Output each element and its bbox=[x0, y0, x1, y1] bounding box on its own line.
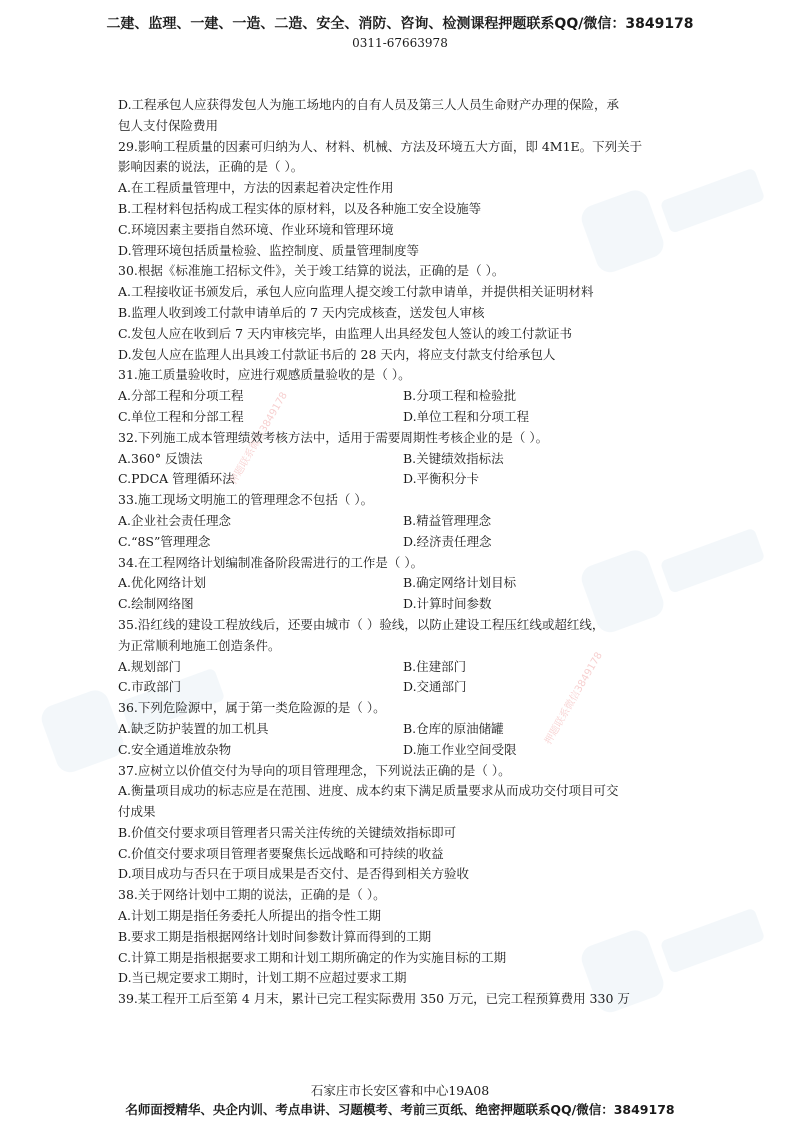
option-text: C.安全通道堆放杂物 bbox=[118, 741, 232, 757]
watermark-text: 押题联系微信3849178 bbox=[543, 650, 605, 747]
question-content bbox=[118, 95, 688, 1010]
text-line: C.计算工期是指根据要求工期和计划工期所确定的作为实施目标的工期 bbox=[118, 949, 507, 965]
option-text: A.360° 反馈法 bbox=[118, 450, 203, 466]
option-text: A.缺乏防护装置的加工机具 bbox=[118, 720, 269, 736]
text-line: D.当已规定要求工期时，计划工期不应超过要求工期 bbox=[118, 970, 407, 986]
option-pair bbox=[118, 573, 688, 594]
text-line: A.工程接收证书颁发后，承包人应向监理人提交竣工付款申请单，并提供相关证明材料 bbox=[118, 284, 594, 300]
option-text: C.绘制网络图 bbox=[118, 596, 194, 612]
option-pair bbox=[118, 740, 688, 761]
option-text: A.优化网络计划 bbox=[118, 575, 207, 591]
text-line: 29.影响工程质量的因素可归纳为人、材料、机械、方法及环境五大方面，即 4M1E。下列关于 bbox=[118, 138, 643, 154]
option-text: D.计算时间参数 bbox=[403, 596, 492, 612]
header-title: 二建、监理、一建、一造、二造、安全、消防、咨询、检测课程押题联系QQ/微信：3849178 bbox=[106, 16, 694, 32]
text-line: C.价值交付要求项目管理者要聚焦长远战略和可持续的收益 bbox=[118, 845, 444, 861]
text-line: 31.施工质量验收时，应进行观感质量验收的是（ ）。 bbox=[118, 367, 411, 383]
text-line: 付成果 bbox=[118, 804, 156, 820]
option-pair bbox=[118, 449, 688, 470]
option-pair bbox=[118, 677, 688, 698]
option-text: C.市政部门 bbox=[118, 679, 182, 695]
option-pair bbox=[118, 386, 688, 407]
option-pair bbox=[118, 657, 688, 678]
option-text: B.分项工程和检验批 bbox=[403, 388, 517, 404]
text-line: C.环境因素主要指自然环境、作业环境和管理环境 bbox=[118, 221, 394, 237]
text-line: C.发包人应在收到后 7 天内审核完毕，由监理人出具经发包人签认的竣工付款证书 bbox=[118, 325, 572, 341]
text-line: B.工程材料包括构成工程实体的原材料，以及各种施工安全设施等 bbox=[118, 200, 482, 216]
option-text: D.施工作业空间受限 bbox=[403, 741, 517, 757]
watermark-text: 押题联系微信3849178 bbox=[228, 390, 290, 487]
text-line: 35.沿红线的建设工程放线后，还要由城市（ ）验线，以防止建设工程压红线或超红线， bbox=[118, 616, 605, 632]
option-text: B.住建部门 bbox=[403, 658, 467, 674]
option-text: A.分部工程和分项工程 bbox=[118, 388, 244, 404]
text-line: 36.下列危险源中，属于第一类危险源的是（ ）。 bbox=[118, 700, 386, 716]
text-line: 30.根据《标准施工招标文件》，关于竣工结算的说法，正确的是（ ）。 bbox=[118, 263, 505, 279]
option-text: C.“8S”管理理念 bbox=[118, 533, 211, 549]
text-line: A.计划工期是指任务委托人所提出的指令性工期 bbox=[118, 908, 382, 924]
option-text: B.精益管理理念 bbox=[403, 512, 492, 528]
text-line: D.项目成功与否只在于项目成果是否交付、是否得到相关方验收 bbox=[118, 866, 470, 882]
option-text: A.企业社会责任理念 bbox=[118, 512, 232, 528]
page-footer bbox=[0, 1082, 800, 1120]
text-line: 32.下列施工成本管理绩效考核方法中，适用于需要周期性考核企业的是（ ）。 bbox=[118, 429, 549, 445]
option-pair bbox=[118, 511, 688, 532]
option-pair bbox=[118, 532, 688, 553]
option-text: B.关键绩效指标法 bbox=[403, 450, 504, 466]
text-line: 为正常顺利地施工创造条件。 bbox=[118, 637, 281, 653]
text-line: 37.应树立以价值交付为导向的项目管理理念，下列说法正确的是（ ）。 bbox=[118, 762, 511, 778]
text-line: D.发包人应在监理人出具竣工付款证书后的 28 天内，将应支付款支付给承包人 bbox=[118, 346, 556, 362]
option-text: B.确定网络计划目标 bbox=[403, 575, 517, 591]
text-line: B.监理人收到竣工付款申请单后的 7 天内完成核查，送发包人审核 bbox=[118, 304, 485, 320]
text-line: 34.在工程网络计划编制准备阶段需进行的工作是（ ）。 bbox=[118, 554, 424, 570]
option-text: D.平衡积分卡 bbox=[403, 471, 480, 487]
text-line: 包人支付保险费用 bbox=[118, 117, 219, 133]
option-pair bbox=[118, 469, 688, 490]
page-header bbox=[0, 14, 800, 52]
header-phone: 0311-67663978 bbox=[352, 36, 448, 50]
text-line: A.在工程质量管理中，方法的因素起着决定性作用 bbox=[118, 180, 394, 196]
option-pair bbox=[118, 594, 688, 615]
footer-slogan: 名师面授精华、央企内训、考点串讲、习题模考、考前三页纸、绝密押题联系QQ/微信：3849178 bbox=[125, 1102, 675, 1117]
text-line: 影响因素的说法，正确的是（ ）。 bbox=[118, 159, 304, 175]
option-text: A.规划部门 bbox=[118, 658, 182, 674]
option-text: C.PDCA 管理循环法 bbox=[118, 471, 235, 487]
option-text: D.经济责任理念 bbox=[403, 533, 492, 549]
text-line: 39.某工程开工后至第 4 月末，累计已完工程实际费用 350 万元，已完工程预算费用 330 万 bbox=[118, 991, 630, 1007]
text-line: 38.关于网络计划中工期的说法，正确的是（ ）。 bbox=[118, 887, 386, 903]
text-line: A.衡量项目成功的标志应是在范围、进度、成本约束下满足质量要求从而成功交付项目可交 bbox=[118, 783, 619, 799]
text-line: B.要求工期是指根据网络计划时间参数计算而得到的工期 bbox=[118, 928, 432, 944]
option-text: B.仓库的原油储罐 bbox=[403, 720, 504, 736]
option-pair bbox=[118, 719, 688, 740]
text-line: D.管理环境包括质量检验、监控制度、质量管理制度等 bbox=[118, 242, 420, 258]
option-text: C.单位工程和分部工程 bbox=[118, 408, 244, 424]
text-line: D.工程承包人应获得发包人为施工场地内的自有人员及第三人人员生命财产办理的保险，承 bbox=[118, 97, 620, 112]
option-text: D.单位工程和分项工程 bbox=[403, 408, 530, 424]
text-line: 33.施工现场文明施工的管理理念不包括（ ）。 bbox=[118, 492, 374, 508]
option-text: D.交通部门 bbox=[403, 679, 467, 695]
text-line: B.价值交付要求项目管理者只需关注传统的关键绩效指标即可 bbox=[118, 824, 457, 840]
option-pair bbox=[118, 407, 688, 428]
footer-address: 石家庄市长安区睿和中心19A08 bbox=[310, 1083, 490, 1098]
